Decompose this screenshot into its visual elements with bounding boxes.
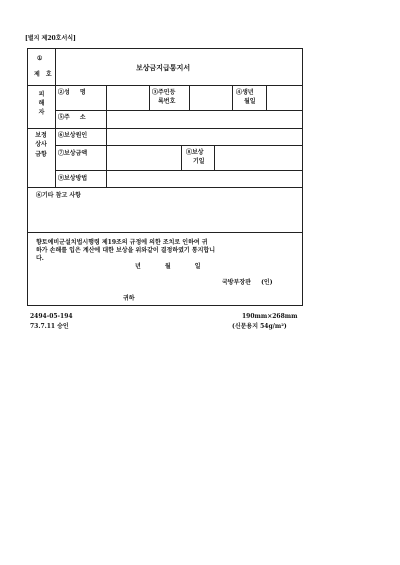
compensation-amount-label: ⑦보상금액 [58, 150, 88, 157]
victim-rrn-label-1: ③주민등 [152, 89, 176, 96]
divider-cause-row [55, 145, 303, 146]
victim-dob-label-1: ④생년 [236, 89, 254, 96]
divider-victim-row [55, 110, 303, 111]
footer-paper-size: 190mm×268mm [242, 313, 298, 320]
divider-row1-bottom [27, 85, 303, 86]
divider-amount-row [55, 170, 303, 171]
compensation-period-label-2: 기일 [193, 158, 205, 165]
divider-label-column [55, 48, 56, 187]
footer-paper-type: (신문용지 54g/m²) [232, 323, 287, 330]
divider-address-col [106, 110, 107, 128]
divider-notes-bottom [27, 232, 303, 233]
notice-body-line-2: 하가 손해를 입은 계산에 대한 보상을 위와같이 결정하였기 통지합니 [36, 247, 215, 254]
notice-body-line-1: 향토예비군설치법시행령 제19조의 규정에 의한 조치로 인하여 귀 [36, 239, 208, 246]
divider-cause-col [106, 128, 107, 145]
divider-victim-col5 [266, 85, 267, 110]
compensation-section-label: 보정상사금항 [35, 132, 47, 158]
footer-form-code: 2494-05-194 [30, 313, 73, 320]
compensation-period-label-1: ⑧보상 [186, 149, 204, 156]
victim-rrn-label-2: 록번호 [158, 98, 176, 105]
divider-victim-col3 [189, 85, 190, 110]
compensation-cause-label: ⑥보상원인 [58, 132, 88, 139]
victim-name-label: ②성 명 [58, 89, 86, 96]
notice-body-line-3: 다. [36, 255, 44, 262]
divider-comp-bottom [27, 187, 303, 188]
document-number-mark: ① [37, 55, 43, 62]
divider-victim-bottom [27, 128, 303, 129]
compensation-method-label: ⑨보상방법 [58, 175, 88, 182]
other-notes-label: ⑥기타 참고 사항 [36, 192, 81, 199]
divider-amount-col2 [181, 145, 182, 170]
victim-section-label: 피해자 [38, 91, 45, 116]
notice-recipient: 귀하 [123, 295, 135, 302]
form-title: 보상금지급통지서 [136, 63, 191, 72]
divider-amount-col1 [106, 145, 107, 170]
divider-victim-col4 [232, 85, 233, 110]
divider-victim-col1 [106, 85, 107, 110]
notice-date: 년 월 일 [135, 263, 201, 270]
divider-amount-col3 [214, 145, 215, 170]
divider-method-col [106, 170, 107, 187]
victim-dob-label-2: 월일 [244, 98, 256, 105]
divider-victim-col2 [149, 85, 150, 110]
victim-address-label: ⑤주 소 [58, 114, 86, 121]
document-number-label: 제 호 [34, 71, 54, 78]
footer-approval: 73.7.11 승인 [30, 323, 69, 330]
notice-signer: 국방부장관 (인) [222, 279, 273, 286]
form-number-tag: [별지 제20호서식] [25, 35, 76, 42]
